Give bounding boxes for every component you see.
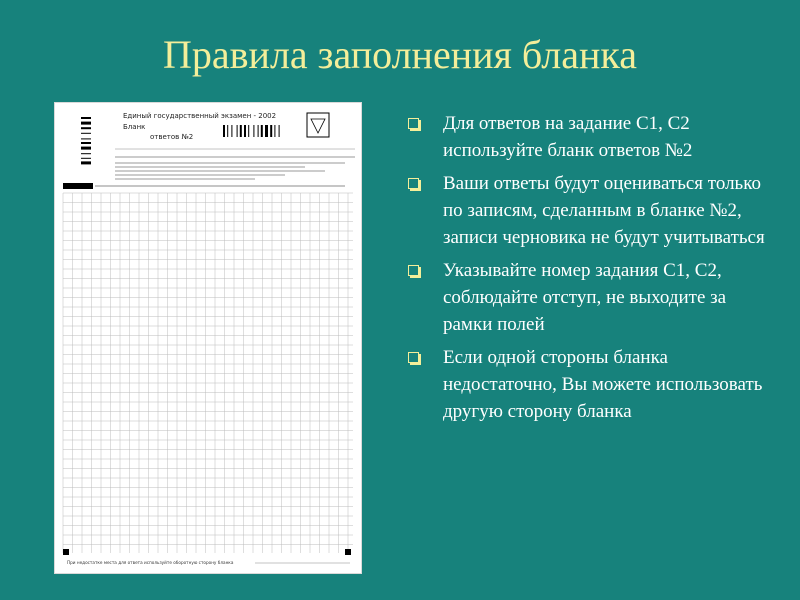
list-item: [403, 344, 773, 425]
form-label-box: [63, 183, 93, 189]
list-item: [403, 257, 773, 338]
bullet-text: Если одной стороны бланка недостаточно, Вы можете использовать другую сторону бланка: [443, 347, 763, 422]
corner-mark: [345, 549, 351, 555]
bullet-text: Указывайте номер задания С1, С2, соблюдайте отступ, не выходите за рамки полей: [443, 260, 727, 335]
form-footer-note: При недостатке места для ответа используйте оборотную сторону бланка: [67, 560, 234, 565]
form-name-line-2: ответов №2: [150, 133, 194, 141]
form-header-line: Единый государственный экзамен - 2002: [123, 112, 277, 120]
answer-form-image: [55, 103, 361, 573]
rules-list: [403, 110, 773, 431]
slide-title: Правила заполнения бланка: [163, 32, 637, 77]
corner-mark: [63, 549, 69, 555]
answer-form-drawing: [55, 103, 361, 573]
bullet-text: Ваши ответы будут оцениваться только по записям, сделанным в бланке №2, записи черновика не будут учитываться: [443, 173, 765, 248]
checkbox-bullet-icon: [408, 118, 419, 129]
list-item: [403, 110, 773, 164]
checkbox-bullet-icon: [408, 352, 419, 363]
bullet-text: Для ответов на задание С1, С2 используйте бланк ответов №2: [443, 113, 693, 161]
checkbox-bullet-icon: [408, 178, 419, 189]
form-name-line-1: Бланк: [123, 123, 146, 131]
form-grid: [63, 193, 353, 553]
checkbox-bullet-icon: [408, 265, 419, 276]
list-item: [403, 170, 773, 251]
